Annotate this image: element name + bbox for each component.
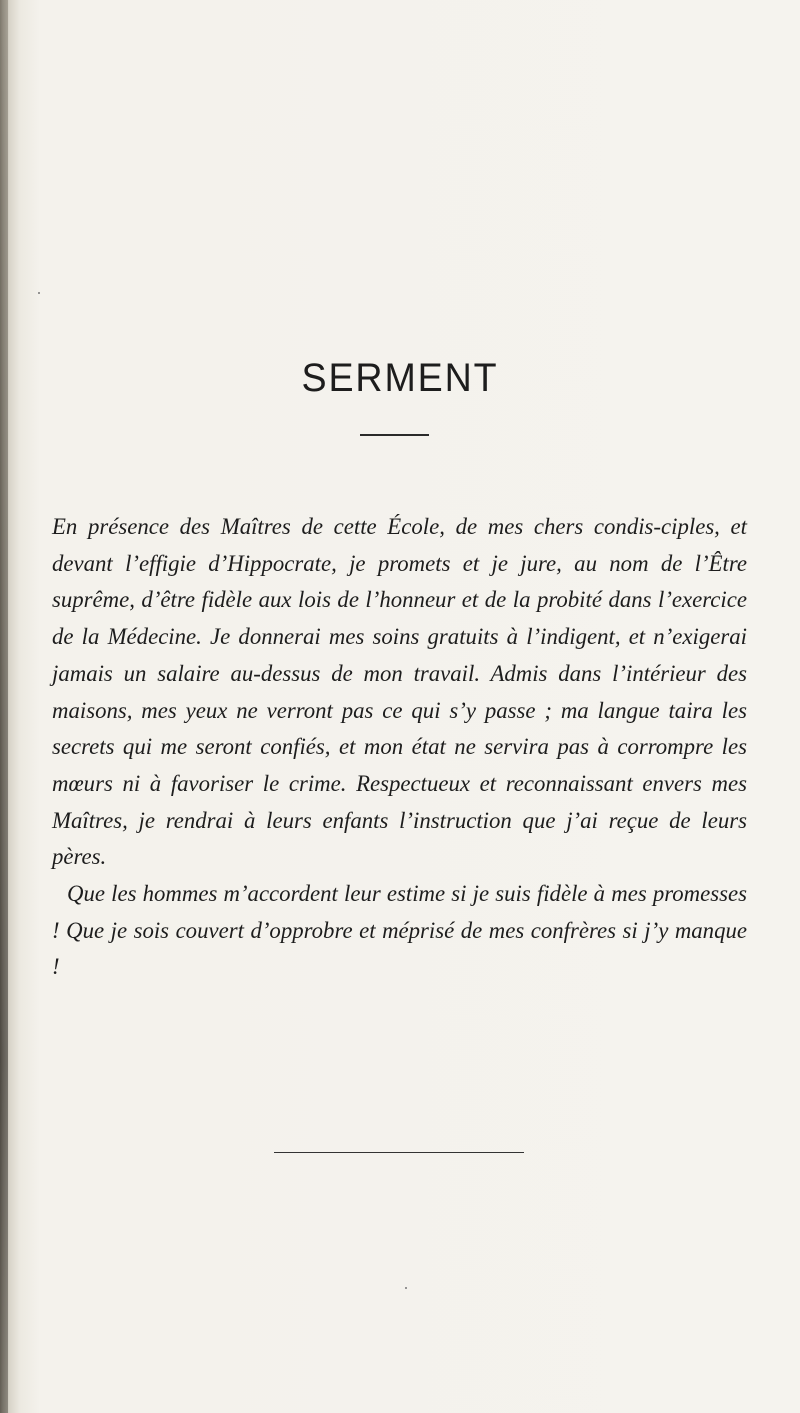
paper-speck (38, 292, 40, 294)
title-divider (360, 434, 429, 436)
oath-text (52, 509, 747, 986)
end-divider (274, 1152, 524, 1153)
page-title: SERMENT (301, 356, 499, 400)
oath-paragraph-1: En présence des Maîtres de cette École, de mes chers condis-ciples, et devant l’effigie d’Hippocrate, je promets et je jure, au nom de l’Être suprême, d’être fidèle aux lois de l’honneur et de la probité dans l’exercice de la Médecine. Je donnerai mes soins gratuits à l’indigent, et n’exigerai jamais un salaire au-dessus de mon travail. Admis dans l’intérieur des maisons, mes yeux ne verront pas ce qui s’y passe ; ma langue taira les secrets qui me seront confiés, et mon état ne servira pas à corrompre les mœurs ni à favoriser le crime. Respectueux et reconnaissant envers mes Maîtres, je rendrai à leurs enfants l’instruction que j’ai reçue de leurs pères. (52, 514, 747, 870)
binding-edge (0, 0, 8, 1413)
oath-paragraph-2: Que les hommes m’accordent leur estime si je suis fidèle à mes promesses ! Que je sois couvert d’opprobre et méprisé de mes confrères si j’y manque ! (52, 881, 747, 980)
paper-speck (405, 1287, 407, 1289)
